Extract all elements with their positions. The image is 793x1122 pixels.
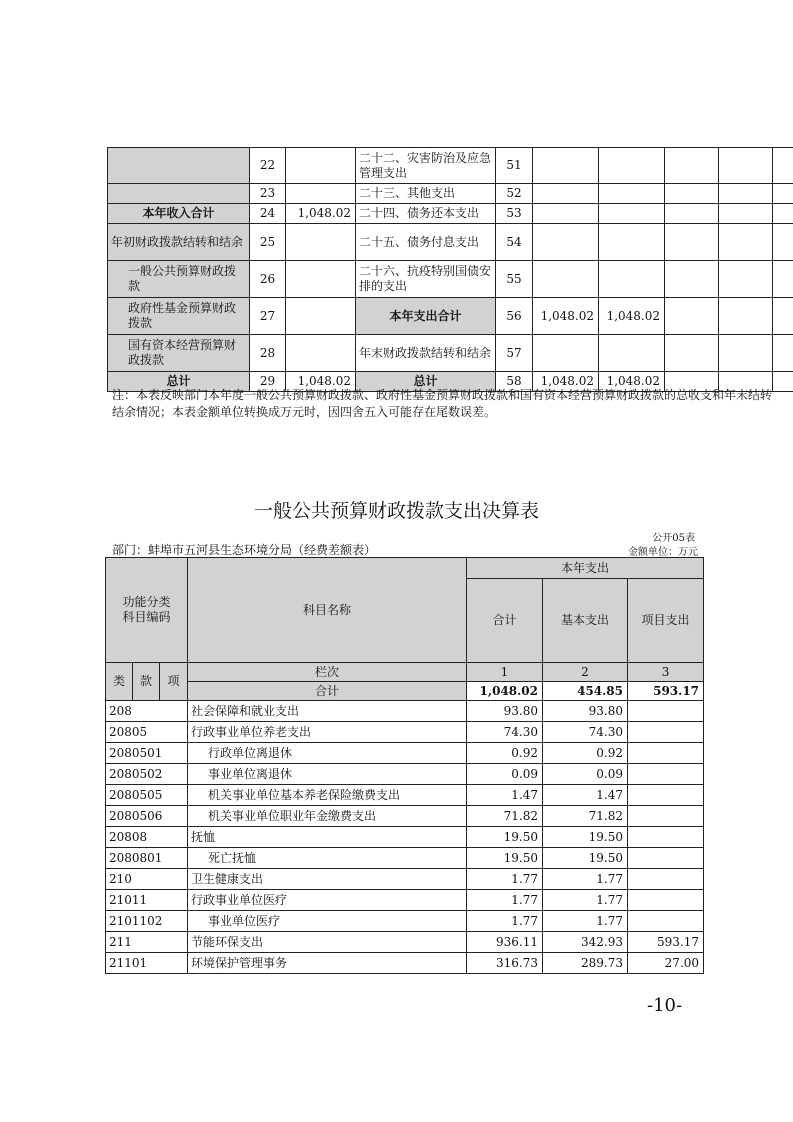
- left-amount: [286, 148, 356, 184]
- total-amount: 74.30: [467, 722, 543, 743]
- table-row: [106, 827, 704, 848]
- table-row: [106, 764, 704, 785]
- amount-2: [599, 204, 665, 224]
- page-title: 一般公共预算财政拨款支出决算表: [253, 500, 539, 522]
- subject-code: 21101: [106, 953, 188, 974]
- table-row: [106, 848, 704, 869]
- subject-code: 2080501: [106, 743, 188, 764]
- project-header: 项目支出: [628, 579, 704, 663]
- subject-code: 210: [106, 869, 188, 890]
- column-index-label: 栏次: [188, 663, 467, 682]
- amount-1: 1,048.02: [533, 298, 599, 335]
- amount-1: [533, 184, 599, 204]
- header-row: [106, 663, 704, 682]
- basic-amount: 19.50: [543, 827, 628, 848]
- right-line-no: 58: [496, 372, 533, 392]
- project-amount: 593.17: [628, 932, 704, 953]
- project-amount: 593.17: [628, 682, 704, 701]
- subject-name: 社会保障和就业支出: [188, 701, 467, 722]
- basic-amount: 0.09: [543, 764, 628, 785]
- table-row: [106, 932, 704, 953]
- empty-cell: [773, 224, 793, 261]
- total-amount: 1,048.02: [467, 682, 543, 701]
- right-line-no: 53: [496, 204, 533, 224]
- total-amount: 1.77: [467, 869, 543, 890]
- subject-name: 卫生健康支出: [188, 869, 467, 890]
- annual-expense-header: 本年支出: [467, 558, 704, 579]
- amount-2: [599, 148, 665, 184]
- amount-1: [533, 335, 599, 372]
- subject-code: 2080506: [106, 806, 188, 827]
- amount-1: [533, 204, 599, 224]
- table-row: [106, 722, 704, 743]
- empty-cell: [719, 335, 773, 372]
- amount-unit: 金额单位：万元: [628, 547, 698, 558]
- header-row: [106, 558, 704, 579]
- amount-2: 1,048.02: [599, 298, 665, 335]
- table-row: [106, 806, 704, 827]
- table-row: [106, 785, 704, 806]
- table-row: [108, 298, 793, 335]
- empty-cell: [665, 298, 719, 335]
- table-note: 注：本表反映部门本年度一般公共预算财政拨款、政府性基金预算财政拨款和国有资本经营预算财政拨款的总收支和年末结转结余情况；本表金额单位转换成万元时，因四舍五入可能存在尾数误差。: [112, 388, 773, 419]
- table-row: [106, 743, 704, 764]
- empty-cell: [665, 261, 719, 298]
- right-line-no: 52: [496, 184, 533, 204]
- project-amount: [628, 743, 704, 764]
- right-label: 二十四、债务还本支出: [356, 204, 496, 224]
- col-index-3: 3: [628, 663, 704, 682]
- right-label: 二十三、其他支出: [356, 184, 496, 204]
- subject-name: 机关事业单位职业年金缴费支出: [188, 806, 467, 827]
- left-label: 一般公共预算财政拨款: [108, 261, 250, 298]
- subject-code: 2101102: [106, 911, 188, 932]
- table-row: [108, 261, 793, 298]
- project-amount: 27.00: [628, 953, 704, 974]
- total-amount: 936.11: [467, 932, 543, 953]
- project-amount: [628, 890, 704, 911]
- left-label: [108, 148, 250, 184]
- subject-code: 211: [106, 932, 188, 953]
- total-amount: 19.50: [467, 827, 543, 848]
- subject-code: 20808: [106, 827, 188, 848]
- empty-cell: [773, 261, 793, 298]
- right-line-no: 57: [496, 335, 533, 372]
- project-amount: [628, 701, 704, 722]
- amount-2: [599, 335, 665, 372]
- basic-amount: 1.77: [543, 911, 628, 932]
- project-amount: [628, 911, 704, 932]
- right-line-no: 54: [496, 224, 533, 261]
- left-amount: 1,048.02: [286, 372, 356, 392]
- empty-cell: [773, 372, 793, 392]
- empty-cell: [719, 148, 773, 184]
- page-number: -10-: [647, 995, 683, 1016]
- subject-name: 行政事业单位养老支出: [188, 722, 467, 743]
- left-amount: [286, 261, 356, 298]
- project-amount: [628, 785, 704, 806]
- left-line-no: 22: [250, 148, 286, 184]
- total-amount: 0.92: [467, 743, 543, 764]
- kuan-header: 款: [133, 663, 160, 701]
- subject-name: 抚恤: [188, 827, 467, 848]
- left-label: [108, 184, 250, 204]
- table-row: [108, 184, 793, 204]
- project-amount: [628, 722, 704, 743]
- total-amount: 1.77: [467, 890, 543, 911]
- left-label: 总计: [108, 372, 250, 392]
- left-line-no: 27: [250, 298, 286, 335]
- left-amount: 1,048.02: [286, 204, 356, 224]
- general-budget-expenditure-table: [105, 557, 704, 974]
- basic-header: 基本支出: [543, 579, 628, 663]
- subject-code: 2080505: [106, 785, 188, 806]
- subject-name: 环境保护管理事务: [188, 953, 467, 974]
- amount-1: 1,048.02: [533, 372, 599, 392]
- empty-cell: [719, 261, 773, 298]
- basic-amount: 93.80: [543, 701, 628, 722]
- right-label: 本年支出合计: [356, 298, 496, 335]
- subject-code: 208: [106, 701, 188, 722]
- basic-amount: 1.77: [543, 890, 628, 911]
- table-row: [106, 869, 704, 890]
- right-label: 二十二、灾害防治及应急管理支出: [356, 148, 496, 184]
- empty-cell: [773, 204, 793, 224]
- total-amount: 1.77: [467, 911, 543, 932]
- col-index-1: 1: [467, 663, 543, 682]
- subject-code: 2080502: [106, 764, 188, 785]
- empty-cell: [665, 148, 719, 184]
- subject-name: 节能环保支出: [188, 932, 467, 953]
- basic-amount: 0.92: [543, 743, 628, 764]
- subject-name: 机关事业单位基本养老保险缴费支出: [188, 785, 467, 806]
- right-label: 二十五、债务付息支出: [356, 224, 496, 261]
- empty-cell: [665, 184, 719, 204]
- subject-name: 事业单位医疗: [188, 911, 467, 932]
- left-label: 国有资本经营预算财政拨款: [108, 335, 250, 372]
- amount-2: [599, 224, 665, 261]
- left-line-no: 24: [250, 204, 286, 224]
- total-amount: 93.80: [467, 701, 543, 722]
- amount-1: [533, 224, 599, 261]
- empty-cell: [665, 224, 719, 261]
- right-label: 年末财政拨款结转和结余: [356, 335, 496, 372]
- project-amount: [628, 827, 704, 848]
- amount-2: [599, 261, 665, 298]
- left-label: 政府性基金预算财政拨款: [108, 298, 250, 335]
- department-label: 部门：蚌埠市五河县生态环境分局（经费差额表）: [112, 543, 377, 557]
- empty-cell: [773, 184, 793, 204]
- left-label: 年初财政拨款结转和结余: [108, 224, 250, 261]
- table-row: [108, 335, 793, 372]
- total-header: 合计: [467, 579, 543, 663]
- basic-amount: 289.73: [543, 953, 628, 974]
- subject-name: 行政单位离退休: [188, 743, 467, 764]
- amount-1: [533, 148, 599, 184]
- subject-name: 事业单位离退休: [188, 764, 467, 785]
- left-amount: [286, 184, 356, 204]
- basic-amount: 1.47: [543, 785, 628, 806]
- left-label: 本年收入合计: [108, 204, 250, 224]
- basic-amount: 74.30: [543, 722, 628, 743]
- total-amount: 0.09: [467, 764, 543, 785]
- subject-code: 20805: [106, 722, 188, 743]
- empty-cell: [665, 204, 719, 224]
- col-index-2: 2: [543, 663, 628, 682]
- table-row: [108, 204, 793, 224]
- empty-cell: [719, 204, 773, 224]
- func-code-header: 功能分类科目编码: [106, 558, 188, 663]
- right-label: 二十六、抗疫特别国债安排的支出: [356, 261, 496, 298]
- empty-cell: [773, 335, 793, 372]
- right-label: 总计: [356, 372, 496, 392]
- table-row: [106, 701, 704, 722]
- total-row: [106, 682, 704, 701]
- right-line-no: 56: [496, 298, 533, 335]
- table-row: [106, 911, 704, 932]
- amount-1: [533, 261, 599, 298]
- project-amount: [628, 848, 704, 869]
- left-line-no: 23: [250, 184, 286, 204]
- table-row: [108, 148, 793, 184]
- xiang-header: 项: [160, 663, 188, 701]
- empty-cell: [719, 224, 773, 261]
- amount-2: [599, 184, 665, 204]
- left-line-no: 25: [250, 224, 286, 261]
- right-line-no: 55: [496, 261, 533, 298]
- subject-name-header: 科目名称: [188, 558, 467, 663]
- left-amount: [286, 224, 356, 261]
- table-row: [108, 224, 793, 261]
- basic-amount: 71.82: [543, 806, 628, 827]
- left-amount: [286, 298, 356, 335]
- table-row: [106, 890, 704, 911]
- form-code: 公开05表: [652, 533, 695, 544]
- subject-name: 死亡抚恤: [188, 848, 467, 869]
- total-label: 合计: [188, 682, 467, 701]
- project-amount: [628, 806, 704, 827]
- empty-cell: [773, 298, 793, 335]
- total-amount: 71.82: [467, 806, 543, 827]
- project-amount: [628, 869, 704, 890]
- left-line-no: 26: [250, 261, 286, 298]
- left-line-no: 29: [250, 372, 286, 392]
- income-expense-summary-table: [107, 147, 793, 392]
- empty-cell: [719, 298, 773, 335]
- table-row: [106, 953, 704, 974]
- total-amount: 316.73: [467, 953, 543, 974]
- total-amount: 1.47: [467, 785, 543, 806]
- amount-2: 1,048.02: [599, 372, 665, 392]
- basic-amount: 19.50: [543, 848, 628, 869]
- project-amount: [628, 764, 704, 785]
- basic-amount: 454.85: [543, 682, 628, 701]
- basic-amount: 1.77: [543, 869, 628, 890]
- left-line-no: 28: [250, 335, 286, 372]
- subject-code: 2080801: [106, 848, 188, 869]
- empty-cell: [773, 148, 793, 184]
- left-amount: [286, 335, 356, 372]
- empty-cell: [719, 184, 773, 204]
- subject-name: 行政事业单位医疗: [188, 890, 467, 911]
- total-amount: 19.50: [467, 848, 543, 869]
- lei-header: 类: [106, 663, 133, 701]
- basic-amount: 342.93: [543, 932, 628, 953]
- right-line-no: 51: [496, 148, 533, 184]
- empty-cell: [665, 335, 719, 372]
- subject-code: 21011: [106, 890, 188, 911]
